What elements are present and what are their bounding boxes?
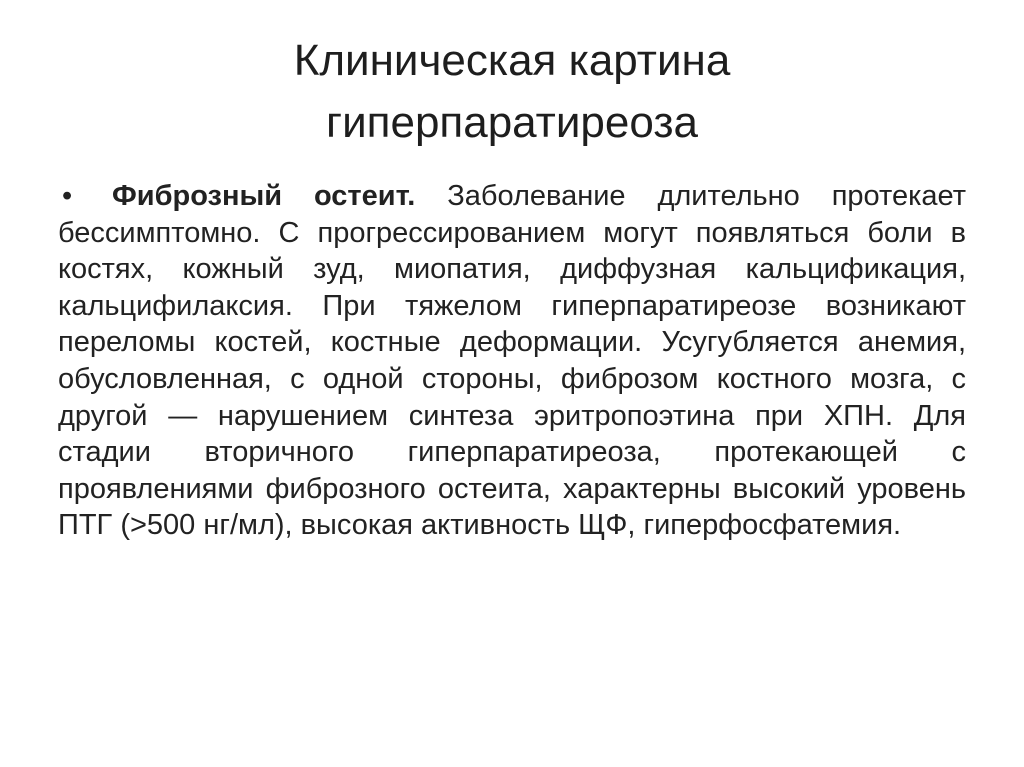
slide-title-line-2: гиперпаратиреоза	[326, 98, 698, 147]
slide-body	[58, 178, 966, 544]
slide-title	[60, 30, 964, 154]
bullet-lead-term: Фиброзный остеит.	[112, 180, 416, 212]
bullet-item	[58, 178, 966, 544]
bullet-text: Заболевание длительно протекает бессимптомно. С прогрессированием могут появляться боли в костях, кожный зуд, миопатия, диффузная кальцификация, кальцифилаксия. При тяжелом гиперпаратиреозе возникают переломы костей, костные деформации. Усугубляется анемия, обусловленная, с одной стороны, фиброзом костного мозга, с другой — нарушением синтеза эритропоэтина при ХПН. Для стадии вторичного гиперпаратиреоза, протекающей с проявлениями фиброзного остеита, характерны высокий уровень ПТГ (>500 нг/мл), высокая активность ЩФ, гиперфосфатемия.	[58, 180, 966, 542]
slide-title-line-1: Клиническая картина	[293, 36, 731, 85]
bullet-marker: •	[62, 180, 73, 212]
